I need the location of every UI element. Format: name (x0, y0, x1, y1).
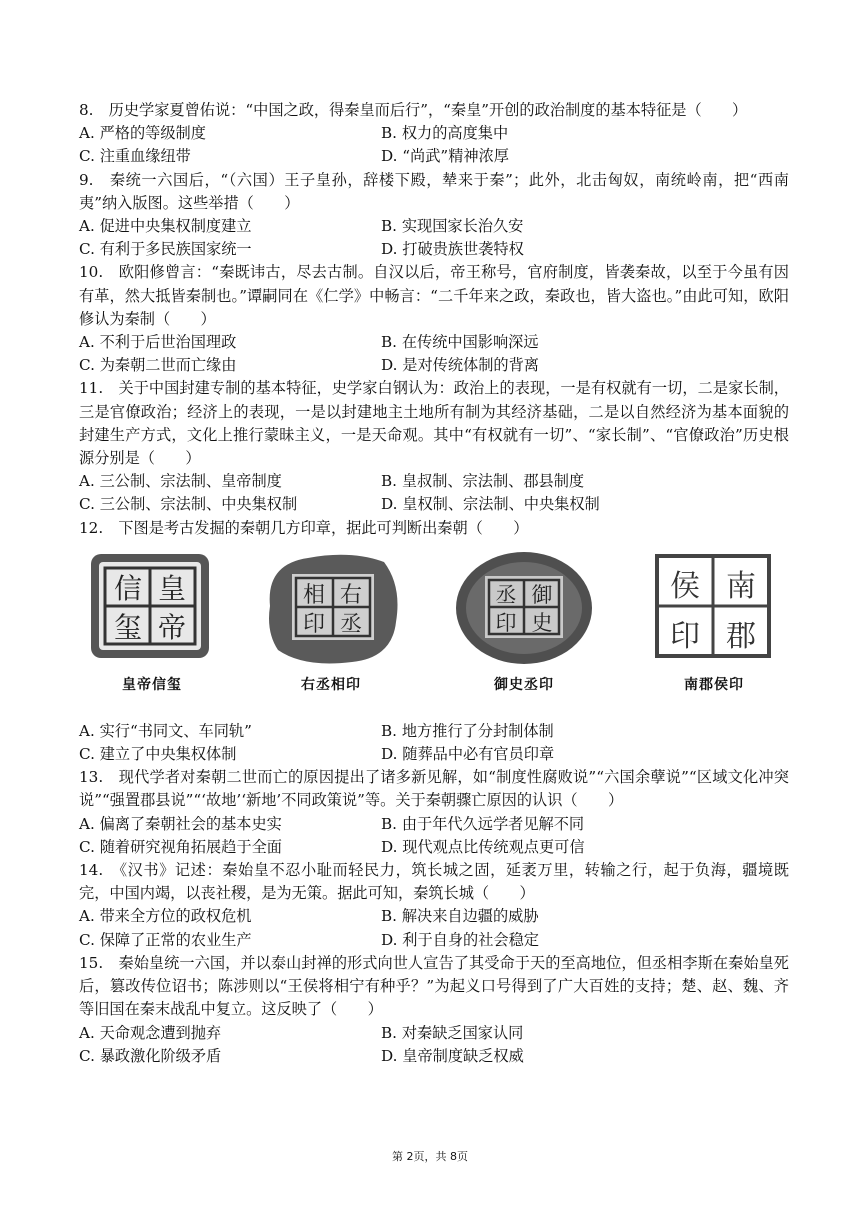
question-13-stem: 13. 现代学者对秦朝二世而亡的原因提出了诸多新见解，如“制度性腐败说”“六国余孽说”“区域文化冲突说”“强置郡县说”“‘故地’‘新地’不同政策说”等。关于秦朝骤亡原因的认识（ ） (79, 768, 789, 810)
option-d[interactable]: D. 利于自身的社会稳定 (381, 930, 539, 949)
question-11-options (79, 470, 789, 516)
option-c[interactable]: C. 保障了正常的农业生产 (79, 930, 252, 949)
page-footer: 第 2页，共 8页 (392, 1150, 468, 1163)
seal-char: 丞 (495, 582, 517, 607)
seal-char: 相 (302, 582, 326, 608)
question-15-stem: 15. 秦始皇统一六国，并以泰山封禅的形式向世人宣告了其受命于天的至高地位，但丞相李斯在秦始皇死后，篡改传位诏书；陈涉则以“王侯将相宁有种乎？”为起义口号得到了广大百姓的支持；楚、赵、魏、齐等旧国在秦末战乱中复立。这反映了（ ） (79, 953, 789, 1019)
option-a[interactable]: A. 带来全方位的政权危机 (79, 907, 252, 926)
seal-char: 玺 (113, 610, 143, 644)
question-13-options (79, 813, 789, 859)
option-c[interactable]: C. 注重血缘纽带 (79, 147, 191, 166)
option-b[interactable]: B. 由于年代久远学者见解不同 (381, 814, 585, 833)
option-c[interactable]: C. 暴政激化阶级矛盾 (79, 1046, 222, 1065)
option-d[interactable]: D. 现代观点比传统观点更可信 (381, 837, 585, 856)
question-8-stem: 8. 历史学家夏曾佑说：“中国之政，得秦皇而后行”，“秦皇”开创的政治制度的基本特征是（ ） (79, 101, 748, 119)
option-a[interactable]: A. 实行“书同文、车同轨” (79, 721, 252, 740)
question-8-options (79, 122, 789, 168)
option-d[interactable]: D. 打破贵族世袭特权 (381, 240, 524, 259)
seal-caption: 皇帝信玺 (122, 676, 182, 693)
option-c[interactable]: C. 有利于多民族国家统一 (79, 240, 252, 259)
option-a[interactable]: A. 三公制、宗法制、皇帝制度 (79, 472, 282, 491)
option-b[interactable]: B. 地方推行了分封制体制 (381, 721, 554, 740)
question-page (79, 99, 789, 1068)
option-a[interactable]: A. 促进中央集权制度建立 (79, 217, 252, 236)
question-11-stem: 11. 关于中国封建专制的基本特征，史学家白钢认为：政治上的表现，一是有权就有一切，二是家长制，三是官僚政治；经济上的表现，一是以封建地主土地所有制为其经济基础，二是以自然经济为基本面貌的封建生产方式，文化上推行蒙昧主义，一是天命观。其中“有权就有一切”、“家长制”、“官僚政治”历史根源分别是（ ） (79, 379, 789, 468)
seal-char: 信 (113, 571, 143, 605)
option-a[interactable]: A. 天命观念遭到抛弃 (79, 1023, 222, 1042)
seal-caption: 右丞相印 (301, 676, 361, 693)
seal-caption: 御史丞印 (494, 676, 554, 693)
question-9-stem: 9. 秦统一六国后，“（六国）王子皇孙，辞楼下殿，辇来于秦”；此外，北击匈奴，南统岭南，把“西南夷”纳入版图。这些举措（ ） (79, 170, 789, 212)
option-b[interactable]: B. 解决来自边疆的威胁 (381, 907, 539, 926)
seal-char: 皇 (157, 571, 187, 605)
option-d[interactable]: D. 随葬品中必有官员印章 (381, 745, 555, 764)
option-d[interactable]: D. 皇帝制度缺乏权威 (381, 1046, 524, 1065)
seal-char: 右 (339, 582, 363, 608)
option-a[interactable]: A. 不利于后世治国理政 (79, 333, 237, 352)
seal-char: 侯 (670, 568, 700, 604)
question-14-options (79, 905, 789, 951)
question-12-stem: 12. 下图是考古发掘的秦朝几方印章，据此可判断出秦朝（ ） (79, 518, 529, 537)
option-d[interactable]: D. “尚武”精神浓厚 (381, 147, 509, 166)
seal-char: 印 (302, 611, 326, 637)
seal-char: 丞 (339, 611, 363, 637)
option-b[interactable]: B. 对秦缺乏国家认同 (381, 1023, 524, 1042)
question-10-stem: 10. 欧阳修曾言：“秦既讳古，尽去古制。自汉以后，帝王称号，官府制度，皆袭秦故，以至于今虽有因有革，然大抵皆秦制也。”谭嗣同在《仁学》中畅言：“二千年来之政，秦政也，皆大盗也。”由此可知，欧阳修认为秦制（ ） (79, 263, 789, 328)
seal-char: 郡 (726, 618, 756, 654)
option-d[interactable]: D. 是对传统体制的背离 (381, 356, 539, 375)
seal-caption: 南郡侯印 (684, 676, 744, 693)
question-9-options (79, 215, 789, 261)
seal-char: 印 (670, 618, 700, 654)
option-a[interactable]: A. 偏离了秦朝社会的基本史实 (79, 814, 282, 833)
seal-char: 御 (531, 582, 553, 607)
question-10-options (79, 331, 789, 377)
option-c[interactable]: C. 建立了中央集权体制 (79, 745, 237, 764)
question-12-options (79, 720, 789, 766)
question-14-stem: 14. 《汉书》记述：秦始皇不忍小耻而轻民力，筑长城之固，延袤万里，转输之行，起于负海，疆境既完，中国内竭，以丧社稷，是为无策。据此可知，秦筑长城（ ） (79, 861, 789, 903)
question-15-options (79, 1022, 789, 1068)
option-c[interactable]: C. 为秦朝二世而亡缘由 (79, 356, 237, 375)
option-c[interactable]: C. 三公制、宗法制、中央集权制 (79, 495, 298, 514)
option-a[interactable]: A. 严格的等级制度 (79, 124, 206, 143)
option-d[interactable]: D. 皇权制、宗法制、中央集权制 (381, 495, 600, 514)
option-b[interactable]: B. 权力的高度集中 (381, 124, 509, 143)
seal-images (79, 546, 789, 720)
seal-char: 史 (531, 610, 553, 635)
option-b[interactable]: B. 实现国家长治久安 (381, 217, 524, 236)
seal-char: 帝 (157, 610, 187, 644)
seal-char: 南 (726, 568, 756, 604)
option-b[interactable]: B. 皇叔制、宗法制、郡县制度 (381, 472, 585, 491)
seal-char: 印 (495, 610, 517, 635)
option-b[interactable]: B. 在传统中国影响深远 (381, 333, 539, 352)
option-c[interactable]: C. 随着研究视角拓展趋于全面 (79, 837, 282, 856)
